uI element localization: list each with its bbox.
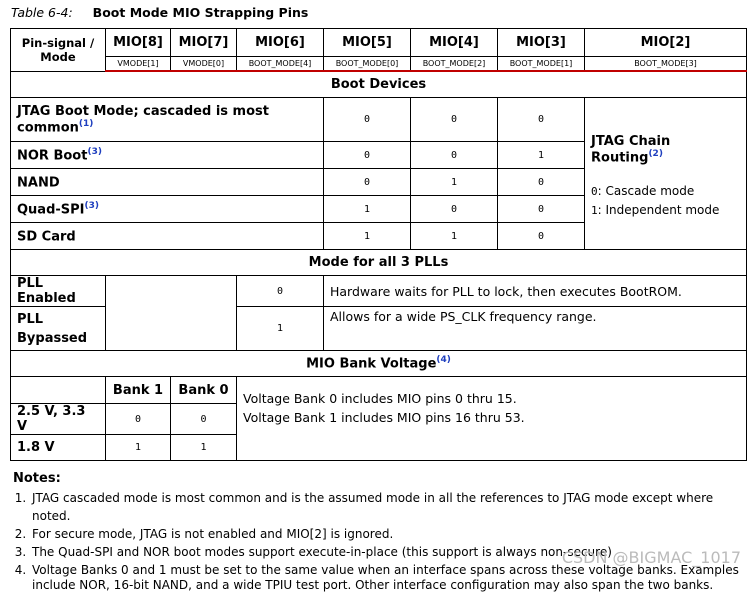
col-mio8: MIO[8] xyxy=(106,29,171,57)
notes-list xyxy=(13,489,748,593)
table-caption xyxy=(11,5,308,20)
cell-value: 0 xyxy=(324,98,411,142)
cell-value: 0 xyxy=(171,404,237,435)
header-row xyxy=(11,29,747,57)
table-row xyxy=(11,98,747,142)
row-label: PLL Bypassed xyxy=(11,307,106,351)
note-item: 2. For secure mode, JTAG is not enabled and MIO[2] is ignored. xyxy=(30,525,748,543)
cell-value: 0 xyxy=(324,169,411,196)
sig-boot4: BOOT_MODE[4] xyxy=(237,57,324,72)
pin-signal-header: Pin-signal / Mode xyxy=(11,29,106,72)
col-mio7: MIO[7] xyxy=(171,29,237,57)
row-label: NAND xyxy=(11,169,324,196)
row-label: NOR Boot$^{(3)}$ xyxy=(11,142,324,169)
cell-value: 1 xyxy=(324,196,411,223)
jtag-routing-cell xyxy=(585,98,747,250)
cell-value: 0 xyxy=(498,196,585,223)
col-mio5: MIO[5] xyxy=(324,29,411,57)
cell-value: 1 xyxy=(324,223,411,250)
table-row xyxy=(11,377,747,404)
empty-cell xyxy=(11,377,106,404)
notes xyxy=(13,470,748,593)
empty-cell xyxy=(106,276,237,351)
row-label: SD Card xyxy=(11,223,324,250)
cell-value: 0 xyxy=(498,98,585,142)
watermark: CSDN @BIGMAC_1017 xyxy=(561,548,741,567)
cell-value: 0 xyxy=(498,223,585,250)
jtag-option-1: 1: Independent mode xyxy=(591,203,720,218)
table-row xyxy=(11,276,747,307)
row-description: Allows for a wide PS_CLK frequency range. xyxy=(324,307,747,351)
jtag-option-0: 0: Cascade mode xyxy=(591,184,695,199)
row-label: 2.5 V, 3.3 V xyxy=(11,404,106,435)
cell-value: 1 xyxy=(411,223,498,250)
note-item: 3. The Quad-SPI and NOR boot modes support execute-in-place (this support is always non-secure) xyxy=(30,543,748,561)
table-number: Table 6-4: xyxy=(11,5,73,20)
cell-value: 0 xyxy=(237,276,324,307)
cell-value: 1 xyxy=(498,142,585,169)
note-item: 1. JTAG cascaded mode is most common and is the assumed mode in all the references to JTAG mode except where noted. xyxy=(30,489,748,525)
section-bank xyxy=(11,351,747,377)
bank0-header: Bank 0 xyxy=(171,377,237,404)
jtag-routing-title: JTAG Chain Routing$^{(2)}$ xyxy=(591,134,671,166)
section-title: MIO Bank Voltage$^{(4)}$ xyxy=(11,351,747,377)
sig-boot1: BOOT_MODE[1] xyxy=(498,57,585,72)
note-item: 4. Voltage Banks 0 and 1 must be set to the same value when an interface spans across these voltage banks. Examples include NOR, 16-bit NAND, and a wide TPIU test port. Other interface configuration may also span the two banks. xyxy=(30,563,748,593)
sig-boot2: BOOT_MODE[2] xyxy=(411,57,498,72)
col-mio2: MIO[2] xyxy=(585,29,747,57)
sig-vmode1: VMODE[1] xyxy=(106,57,171,72)
row-label: PLL Enabled xyxy=(11,276,106,307)
cell-value: 1 xyxy=(171,435,237,461)
cell-value: 0 xyxy=(411,142,498,169)
cell-value: 0 xyxy=(106,404,171,435)
col-mio4: MIO[4] xyxy=(411,29,498,57)
section-pll xyxy=(11,250,747,276)
boot-mode-table xyxy=(10,28,747,461)
sig-vmode0: VMODE[0] xyxy=(171,57,237,72)
signal-row xyxy=(11,57,747,72)
cell-value: 1 xyxy=(411,169,498,196)
col-mio6: MIO[6] xyxy=(237,29,324,57)
section-boot-devices xyxy=(11,71,747,98)
bank1-header: Bank 1 xyxy=(106,377,171,404)
cell-value: 1 xyxy=(237,307,324,351)
section-title: Boot Devices xyxy=(11,71,747,98)
cell-value: 1 xyxy=(106,435,171,461)
sig-boot3: BOOT_MODE[3] xyxy=(585,57,747,72)
cell-value: 0 xyxy=(411,98,498,142)
cell-value: 0 xyxy=(498,169,585,196)
bank-description: Voltage Bank 0 includes MIO pins 0 thru 15. Voltage Bank 1 includes MIO pins 16 thru 53. xyxy=(237,377,747,461)
row-label: Quad-SPI$^{(3)}$ xyxy=(11,196,324,223)
col-mio3: MIO[3] xyxy=(498,29,585,57)
row-label: 1.8 V xyxy=(11,435,106,461)
row-label: JTAG Boot Mode; cascaded is most common$^{(1)}$ xyxy=(11,98,324,142)
cell-value: 0 xyxy=(324,142,411,169)
notes-heading: Notes: xyxy=(13,471,61,486)
cell-value: 0 xyxy=(411,196,498,223)
section-title: Mode for all 3 PLLs xyxy=(11,250,747,276)
row-description: Hardware waits for PLL to lock, then executes BootROM. xyxy=(324,276,747,307)
table-title: Boot Mode MIO Strapping Pins xyxy=(92,5,309,20)
sig-boot0: BOOT_MODE[0] xyxy=(324,57,411,72)
